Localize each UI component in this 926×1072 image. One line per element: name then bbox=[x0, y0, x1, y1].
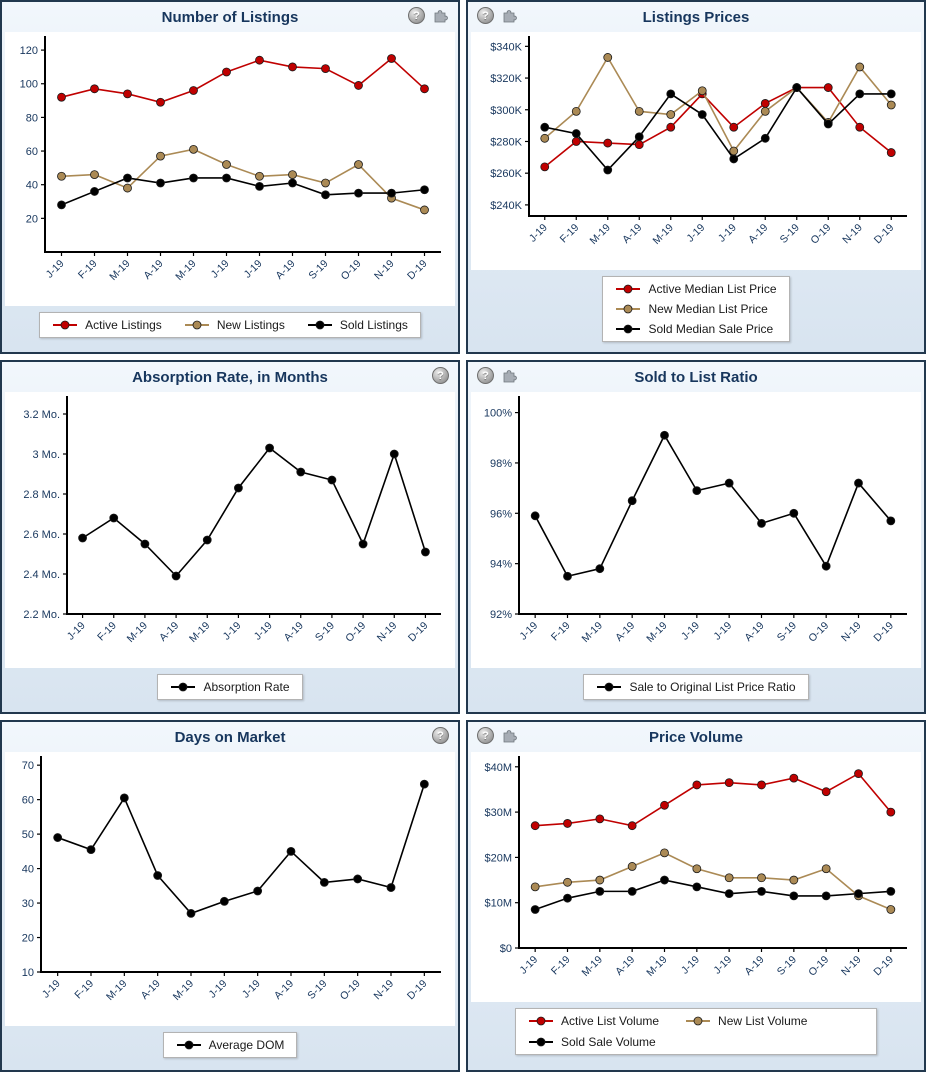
panel-days-on-market bbox=[0, 720, 460, 1072]
legend-marker-icon bbox=[52, 320, 78, 330]
puzzle-icon[interactable] bbox=[501, 727, 518, 744]
svg-text:M-19: M-19 bbox=[124, 619, 151, 646]
svg-text:10: 10 bbox=[21, 967, 34, 979]
svg-text:A-19: A-19 bbox=[613, 953, 638, 978]
legend-label: Sold Sale Volume bbox=[561, 1035, 656, 1049]
svg-text:2.4 Mo.: 2.4 Mo. bbox=[23, 569, 60, 581]
svg-text:J-19: J-19 bbox=[715, 221, 739, 245]
panel-header bbox=[2, 2, 458, 32]
svg-text:A-19: A-19 bbox=[273, 257, 298, 282]
svg-text:J-19: J-19 bbox=[220, 619, 244, 643]
puzzle-icon[interactable] bbox=[432, 7, 449, 24]
legend-item bbox=[685, 1014, 807, 1028]
svg-text:F-19: F-19 bbox=[548, 619, 573, 644]
svg-text:98%: 98% bbox=[489, 457, 512, 470]
svg-text:O-19: O-19 bbox=[343, 619, 369, 645]
legend-item bbox=[184, 318, 285, 332]
legend-marker-icon bbox=[615, 284, 641, 294]
legend-box bbox=[602, 276, 789, 342]
legend-label: Sold Median Sale Price bbox=[648, 322, 774, 336]
chart-area bbox=[471, 32, 921, 270]
legend-marker-icon bbox=[596, 682, 622, 692]
legend-item bbox=[596, 680, 795, 694]
svg-text:A-19: A-19 bbox=[281, 619, 306, 644]
panel-icons bbox=[477, 727, 518, 744]
sold-to-list-ratio-chart bbox=[471, 392, 921, 668]
svg-text:J-19: J-19 bbox=[679, 953, 702, 977]
svg-text:A-19: A-19 bbox=[746, 221, 771, 246]
svg-text:94%: 94% bbox=[489, 558, 512, 571]
legend-item bbox=[615, 322, 773, 336]
svg-text:N-19: N-19 bbox=[839, 953, 864, 979]
svg-text:$240K: $240K bbox=[490, 199, 522, 212]
panel-icons bbox=[477, 367, 518, 384]
svg-text:92%: 92% bbox=[489, 609, 512, 621]
svg-text:J-19: J-19 bbox=[206, 977, 230, 1001]
help-icon[interactable]: ? bbox=[408, 7, 425, 24]
svg-text:D-19: D-19 bbox=[871, 619, 896, 645]
legend-row bbox=[2, 668, 458, 712]
legend-label: Sale to Original List Price Ratio bbox=[629, 680, 796, 694]
panel-header bbox=[2, 362, 458, 392]
legend-item bbox=[528, 1014, 659, 1028]
svg-text:A-19: A-19 bbox=[613, 619, 638, 644]
number-of-listings-chart bbox=[5, 32, 455, 306]
svg-text:$300K: $300K bbox=[490, 104, 522, 117]
svg-text:F-19: F-19 bbox=[548, 953, 573, 978]
chart-area bbox=[5, 392, 455, 668]
legend-box bbox=[515, 1008, 877, 1055]
panel-title: Days on Market bbox=[174, 728, 286, 746]
svg-text:N-19: N-19 bbox=[372, 257, 397, 283]
svg-text:S-19: S-19 bbox=[312, 619, 338, 644]
legend-label: Sold Listings bbox=[339, 318, 408, 332]
svg-text:A-19: A-19 bbox=[620, 221, 645, 246]
svg-text:S-19: S-19 bbox=[306, 257, 331, 282]
svg-text:J-19: J-19 bbox=[251, 619, 275, 643]
svg-text:D-19: D-19 bbox=[871, 953, 896, 979]
panel-icons bbox=[408, 7, 449, 24]
svg-text:D-19: D-19 bbox=[871, 221, 897, 247]
svg-text:$320K: $320K bbox=[490, 73, 522, 86]
legend-marker-icon bbox=[184, 320, 210, 330]
legend-label: Average DOM bbox=[208, 1038, 285, 1052]
svg-text:$30M: $30M bbox=[484, 807, 512, 820]
legend-box bbox=[39, 312, 421, 338]
legend-box bbox=[163, 1032, 298, 1058]
legend-item bbox=[615, 282, 776, 296]
panel-absorption-rate bbox=[0, 360, 460, 714]
svg-text:2.2 Mo.: 2.2 Mo. bbox=[23, 609, 60, 621]
legend-row bbox=[468, 1002, 924, 1070]
svg-text:D-19: D-19 bbox=[404, 977, 430, 1003]
legend-label: Active Median List Price bbox=[648, 282, 777, 296]
svg-text:O-19: O-19 bbox=[806, 953, 832, 979]
svg-text:S-19: S-19 bbox=[305, 977, 330, 1002]
svg-text:60: 60 bbox=[21, 794, 34, 807]
svg-text:M-19: M-19 bbox=[104, 977, 130, 1004]
svg-text:S-19: S-19 bbox=[774, 953, 799, 978]
svg-text:F-19: F-19 bbox=[75, 257, 100, 282]
legend-row bbox=[468, 270, 924, 352]
legend-item bbox=[52, 318, 162, 332]
svg-text:120: 120 bbox=[19, 45, 38, 58]
puzzle-icon[interactable] bbox=[501, 367, 518, 384]
svg-text:M-19: M-19 bbox=[170, 977, 197, 1004]
legend-marker-icon bbox=[307, 320, 333, 330]
help-icon[interactable]: ? bbox=[432, 727, 449, 744]
svg-text:A-19: A-19 bbox=[742, 953, 767, 978]
legend-label: Absorption Rate bbox=[203, 680, 290, 694]
panel-price-volume bbox=[466, 720, 926, 1072]
svg-text:40: 40 bbox=[21, 863, 34, 876]
svg-text:F-19: F-19 bbox=[95, 619, 119, 644]
chart-area bbox=[471, 752, 921, 1002]
panel-title: Listings Prices bbox=[642, 8, 750, 26]
svg-text:$340K: $340K bbox=[490, 41, 522, 54]
chart-area bbox=[5, 752, 455, 1026]
svg-text:O-19: O-19 bbox=[806, 619, 832, 645]
puzzle-icon-glyph bbox=[433, 8, 449, 24]
svg-text:J-19: J-19 bbox=[711, 619, 735, 643]
svg-text:J-19: J-19 bbox=[208, 257, 232, 281]
price-volume-chart bbox=[471, 752, 921, 1002]
panel-header bbox=[468, 722, 924, 752]
svg-text:A-19: A-19 bbox=[742, 619, 767, 644]
listings-prices-chart bbox=[471, 32, 921, 270]
puzzle-icon-glyph bbox=[502, 8, 518, 24]
chart-area bbox=[471, 392, 921, 668]
legend-item bbox=[615, 302, 767, 316]
svg-text:M-19: M-19 bbox=[644, 619, 670, 646]
svg-text:2.6 Mo.: 2.6 Mo. bbox=[23, 529, 60, 541]
svg-text:S-19: S-19 bbox=[774, 619, 799, 644]
panel-title: Absorption Rate, in Months bbox=[132, 368, 328, 386]
svg-text:M-19: M-19 bbox=[107, 257, 133, 284]
help-icon[interactable]: ? bbox=[477, 367, 494, 384]
days-on-market-chart bbox=[5, 752, 455, 1026]
svg-text:O-19: O-19 bbox=[338, 257, 364, 283]
legend-item bbox=[170, 680, 289, 694]
chart-area bbox=[5, 32, 455, 306]
svg-text:J-19: J-19 bbox=[679, 619, 702, 643]
svg-text:100%: 100% bbox=[483, 407, 512, 420]
svg-text:J-19: J-19 bbox=[241, 257, 265, 281]
svg-text:S-19: S-19 bbox=[777, 221, 802, 246]
svg-text:M-19: M-19 bbox=[587, 221, 613, 248]
svg-text:F-19: F-19 bbox=[72, 977, 97, 1002]
svg-text:20: 20 bbox=[21, 932, 34, 945]
panel-title: Sold to List Ratio bbox=[634, 368, 758, 386]
svg-text:N-19: N-19 bbox=[374, 619, 400, 645]
svg-text:J-19: J-19 bbox=[39, 977, 63, 1001]
svg-text:D-19: D-19 bbox=[405, 619, 431, 645]
svg-text:100: 100 bbox=[19, 78, 38, 91]
legend-label: Active Listings bbox=[85, 318, 162, 332]
svg-text:J-19: J-19 bbox=[517, 953, 541, 977]
legend-row bbox=[2, 306, 458, 352]
svg-text:M-19: M-19 bbox=[650, 221, 676, 248]
svg-text:$40M: $40M bbox=[484, 761, 512, 774]
svg-text:J-19: J-19 bbox=[239, 977, 263, 1001]
svg-text:J-19: J-19 bbox=[43, 257, 67, 281]
svg-text:J-19: J-19 bbox=[64, 619, 88, 643]
help-icon[interactable]: ? bbox=[432, 367, 449, 384]
panel-header bbox=[468, 2, 924, 32]
panel-icons bbox=[477, 7, 518, 24]
svg-text:$280K: $280K bbox=[490, 136, 522, 149]
svg-text:A-19: A-19 bbox=[157, 619, 182, 644]
legend-label: Active List Volume bbox=[561, 1014, 660, 1028]
svg-text:J-19: J-19 bbox=[684, 221, 708, 245]
legend-marker-icon bbox=[685, 1016, 711, 1026]
legend-marker-icon bbox=[528, 1016, 554, 1026]
svg-text:$260K: $260K bbox=[490, 168, 522, 181]
legend-marker-icon bbox=[176, 1040, 202, 1050]
panel-sold-to-list-ratio bbox=[466, 360, 926, 714]
svg-text:N-19: N-19 bbox=[840, 221, 865, 247]
legend-marker-icon bbox=[615, 324, 641, 334]
svg-text:3 Mo.: 3 Mo. bbox=[32, 449, 60, 461]
svg-text:30: 30 bbox=[21, 898, 34, 911]
svg-text:A-19: A-19 bbox=[271, 977, 297, 1002]
legend-marker-icon bbox=[170, 682, 196, 692]
svg-text:80: 80 bbox=[25, 112, 38, 125]
legend-item bbox=[307, 318, 408, 332]
panel-icons bbox=[432, 727, 449, 744]
panel-title: Price Volume bbox=[649, 728, 743, 746]
legend-box bbox=[583, 674, 808, 700]
legend-row bbox=[2, 1026, 458, 1070]
svg-text:96%: 96% bbox=[489, 508, 512, 521]
svg-text:$0: $0 bbox=[499, 943, 512, 955]
svg-text:60: 60 bbox=[25, 146, 38, 159]
panel-icons bbox=[432, 367, 449, 384]
svg-text:J-19: J-19 bbox=[526, 221, 550, 245]
help-icon[interactable]: ? bbox=[477, 7, 494, 24]
svg-text:O-19: O-19 bbox=[337, 977, 363, 1003]
svg-text:M-19: M-19 bbox=[579, 619, 605, 646]
legend-marker-icon bbox=[528, 1037, 554, 1047]
svg-text:A-19: A-19 bbox=[141, 257, 166, 282]
panel-header bbox=[2, 722, 458, 752]
panel-listings-prices bbox=[466, 0, 926, 354]
svg-text:M-19: M-19 bbox=[579, 953, 605, 980]
svg-text:M-19: M-19 bbox=[186, 619, 213, 646]
legend-label: New Median List Price bbox=[648, 302, 768, 316]
legend-label: New Listings bbox=[216, 318, 285, 332]
legend-item bbox=[176, 1038, 285, 1052]
svg-text:2.8 Mo.: 2.8 Mo. bbox=[23, 489, 60, 501]
panel-number-of-listings bbox=[0, 0, 460, 354]
svg-text:3.2 Mo.: 3.2 Mo. bbox=[23, 409, 60, 421]
svg-text:20: 20 bbox=[25, 213, 38, 226]
absorption-rate-chart bbox=[5, 392, 455, 668]
legend-item bbox=[528, 1035, 656, 1049]
svg-text:M-19: M-19 bbox=[644, 953, 670, 980]
svg-text:O-19: O-19 bbox=[808, 221, 834, 247]
help-icon[interactable]: ? bbox=[477, 727, 494, 744]
svg-text:J-19: J-19 bbox=[517, 619, 541, 643]
panel-title: Number of Listings bbox=[161, 8, 299, 26]
svg-text:F-19: F-19 bbox=[557, 221, 582, 246]
puzzle-icon-glyph bbox=[502, 728, 518, 744]
svg-text:A-19: A-19 bbox=[138, 977, 163, 1002]
svg-text:N-19: N-19 bbox=[371, 977, 397, 1003]
svg-text:$10M: $10M bbox=[484, 897, 512, 910]
legend-box bbox=[157, 674, 302, 700]
svg-text:M-19: M-19 bbox=[173, 257, 199, 284]
svg-text:40: 40 bbox=[25, 179, 38, 192]
svg-text:70: 70 bbox=[21, 760, 34, 773]
svg-text:J-19: J-19 bbox=[711, 953, 735, 977]
legend-row bbox=[468, 668, 924, 712]
svg-text:N-19: N-19 bbox=[839, 619, 864, 645]
svg-text:D-19: D-19 bbox=[405, 257, 430, 283]
legend-marker-icon bbox=[615, 304, 641, 314]
svg-text:$20M: $20M bbox=[484, 852, 512, 865]
puzzle-icon[interactable] bbox=[501, 7, 518, 24]
legend-label: New List Volume bbox=[718, 1014, 808, 1028]
puzzle-icon-glyph bbox=[502, 368, 518, 384]
panel-header bbox=[468, 362, 924, 392]
svg-text:50: 50 bbox=[21, 829, 34, 842]
